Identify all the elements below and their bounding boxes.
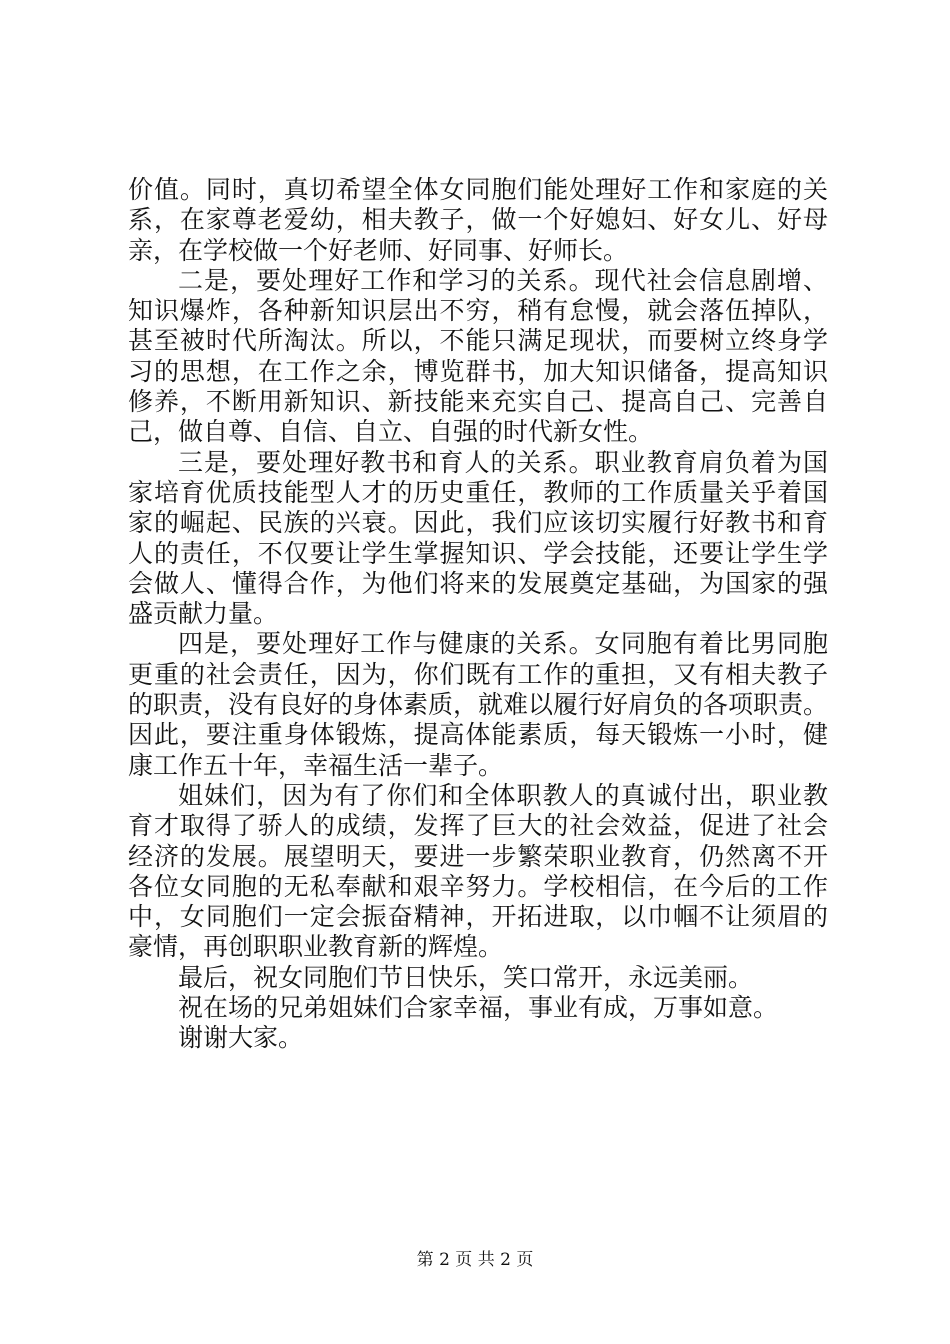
text-line: 姐妹们，因为有了你们和全体职教人的真诚付出，职业教 — [178, 780, 828, 810]
text-line: 最后，祝女同胞们节日快乐，笑口常开，永远美丽。 — [178, 962, 754, 992]
text-line: 家的崛起、民族的兴衰。因此，我们应该切实履行好教书和育 — [128, 508, 828, 538]
text-line: 中，女同胞们一定会振奋精神，开拓进取，以巾帼不让须眉的 — [128, 902, 828, 932]
text-line: 育才取得了骄人的成绩，发挥了巨大的社会效益，促进了社会 — [128, 811, 828, 841]
text-line: 的职责，没有良好的身体素质，就难以履行好肩负的各项职责。 — [128, 690, 829, 720]
page-footer: 第 2 页 共 2 页 — [416, 1250, 534, 1270]
text-line: 三是，要处理好教书和育人的关系。职业教育肩负着为国 — [178, 447, 828, 477]
text-line: 谢谢大家。 — [178, 1023, 304, 1053]
text-line: 甚至被时代所淘汰。所以，不能只满足现状，而要树立终身学 — [128, 326, 828, 356]
text-line: 家培育优质技能型人才的历史重任，教师的工作质量关乎着国 — [128, 477, 828, 507]
text-line: 盛贡献力量。 — [128, 599, 279, 629]
text-line: 因此，要注重身体锻炼，提高体能素质，每天锻炼一小时，健 — [128, 720, 828, 750]
text-line: 祝在场的兄弟姐妹们合家幸福，事业有成，万事如意。 — [178, 993, 779, 1023]
text-line: 系，在家尊老爱幼，相夫教子，做一个好媳妇、好女儿、好母 — [128, 205, 828, 235]
text-line: 价值。同时，真切希望全体女同胞们能处理好工作和家庭的关 — [128, 175, 828, 204]
text-line: 会做人、懂得合作，为他们将来的发展奠定基础，为国家的强 — [128, 568, 828, 598]
text-line: 修养，不断用新知识、新技能来充实自己、提高自己、完善自 — [128, 387, 828, 417]
text-line: 二是，要处理好工作和学习的关系。现代社会信息剧增、 — [178, 265, 828, 295]
text-line: 经济的发展。展望明天，要进一步繁荣职业教育，仍然离不开 — [128, 841, 828, 871]
text-line: 康工作五十年，幸福生活一辈子。 — [128, 750, 504, 780]
document-body — [128, 175, 828, 1054]
text-line: 亲，在学校做一个好老师、好同事、好师长。 — [128, 235, 629, 265]
text-line: 习的思想，在工作之余，博览群书，加大知识储备，提高知识 — [128, 356, 828, 386]
text-line: 人的责任，不仅要让学生掌握知识、学会技能，还要让学生学 — [128, 538, 828, 568]
text-line: 己，做自尊、自信、自立、自强的时代新女性。 — [128, 417, 654, 447]
text-line: 知识爆炸，各种新知识层出不穷，稍有怠慢，就会落伍掉队， — [128, 296, 828, 326]
text-line: 四是，要处理好工作与健康的关系。女同胞有着比男同胞 — [178, 629, 828, 659]
text-line: 各位女同胞的无私奉献和艰辛努力。学校相信，在今后的工作 — [128, 871, 828, 901]
text-line: 豪情，再创职职业教育新的辉煌。 — [128, 932, 504, 962]
text-line: 更重的社会责任，因为，你们既有工作的重担，又有相夫教子 — [128, 659, 828, 689]
